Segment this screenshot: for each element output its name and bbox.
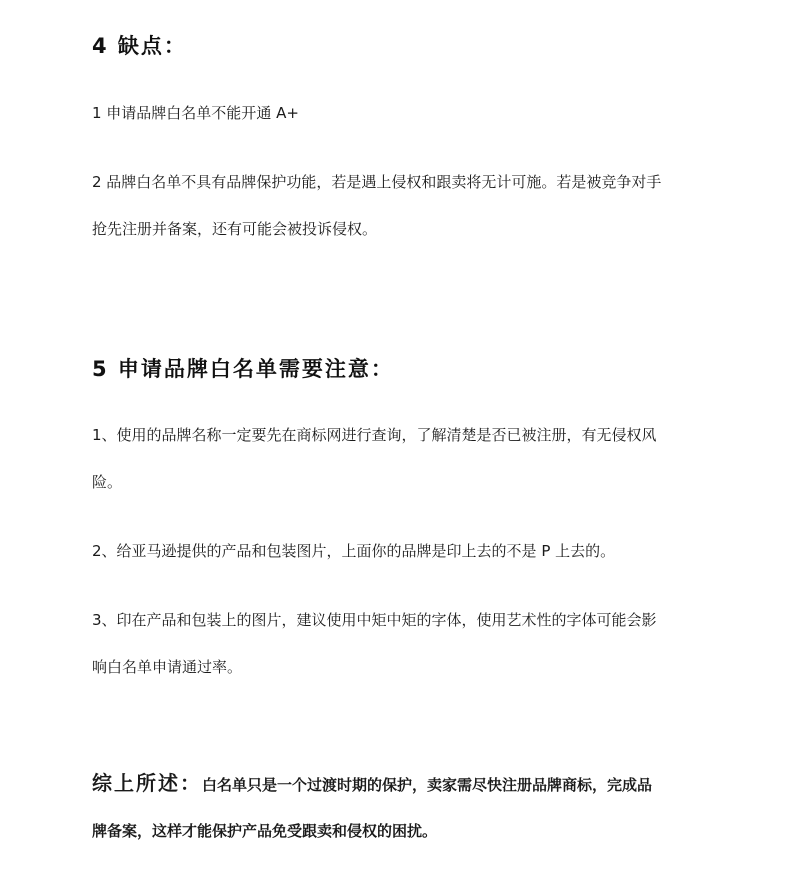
summary-bold-term: 过渡时期 <box>307 776 368 794</box>
summary-line-1 <box>92 773 652 795</box>
section-5-item-3-line-1: 3、印在产品和包装上的图片，建议使用中矩中矩的字体，使用艺术性的字体可能会影 <box>92 611 657 629</box>
summary-line-2: 牌备案，这样才能保护产品免受跟卖和侵权的困扰。 <box>92 822 438 840</box>
section-5-item-1-line-2: 险。 <box>92 473 123 491</box>
section-4-heading: 4 缺点： <box>92 34 187 58</box>
summary-text-a: 白名单只是一个 <box>202 776 308 794</box>
section-4-item-1: 1 申请品牌白名单不能开通 A+ <box>92 104 299 122</box>
summary-text-b: 的保护，卖家需尽快注册品牌商标，完成品 <box>367 776 653 794</box>
section-4-item-2-line-2: 抢先注册并备案，还有可能会被投诉侵权。 <box>92 220 378 238</box>
section-5-heading: 5 申请品牌白名单需要注意： <box>92 357 394 381</box>
section-5-item-3-line-2: 响白名单申请通过率。 <box>92 658 243 676</box>
section-5-item-1-line-1: 1、使用的品牌名称一定要先在商标网进行查询，了解清楚是否已被注册，有无侵权风 <box>92 426 657 444</box>
section-5-item-2: 2、给亚马逊提供的产品和包装图片，上面你的品牌是印上去的不是 P 上去的。 <box>92 542 616 560</box>
section-4-item-2-line-1: 2 品牌白名单不具有品牌保护功能，若是遇上侵权和跟卖将无计可施。若是被竞争对手 <box>92 173 662 191</box>
summary-lead: 综上所述： <box>92 771 202 795</box>
